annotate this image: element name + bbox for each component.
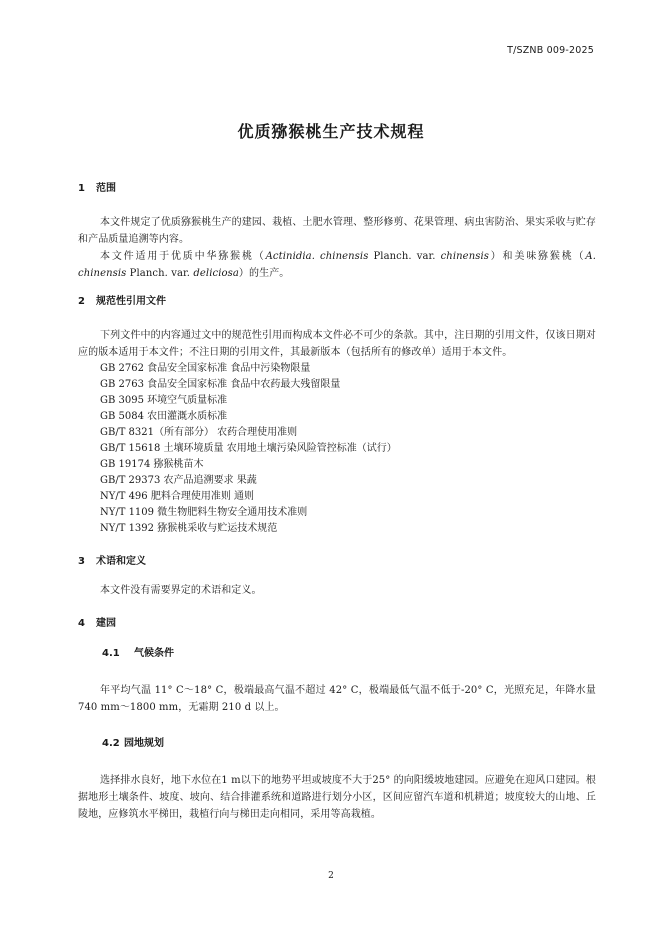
section-heading-orchard-establishment (78, 614, 596, 634)
subsection-heading-climate (78, 644, 596, 664)
section-title: 建园 (96, 618, 116, 629)
reference-item: NY/T 1109 微生物肥料生物安全通用技术准则 (100, 507, 308, 518)
section-title: 术语和定义 (96, 556, 146, 567)
references-intro-paragraph: 下列文件中的内容通过文中的规范性引用而构成本文件必不可少的条款。其中，注日期的引用文件，仅该日期对应的版本适用于本文件；不注日期的引用文件，其最新版本（包括所有的修改单）适用于本文件。 (78, 330, 596, 358)
latin-name: deliciosa (193, 268, 239, 279)
reference-item: GB 5084 农田灌溉水质标准 (100, 411, 228, 422)
reference-item: GB 3095 环境空气质量标准 (100, 395, 228, 406)
text-run: 本文件适用于优质中华猕猴桃（ (100, 251, 266, 262)
reference-item: GB 19174 猕猴桃苗木 (100, 459, 204, 470)
subsection-number: 4.1 (102, 648, 120, 659)
section-number: 3 (78, 556, 85, 567)
latin-name: A. chinensis (78, 251, 596, 279)
section-title: 规范性引用文件 (96, 296, 166, 307)
reference-item: GB/T 8321（所有部分） 农药合理使用准则 (100, 427, 298, 438)
reference-item: GB/T 29373 农产品追溯要求 果蔬 (100, 475, 257, 486)
subsection-heading-site-planning (78, 734, 596, 754)
subsection-number: 4.2 (102, 738, 120, 749)
section-heading-normative-references (78, 292, 596, 312)
section-title: 范围 (96, 183, 116, 194)
reference-item: NY/T 496 肥料合理使用准则 通则 (100, 491, 255, 502)
latin-name: chinensis (440, 251, 489, 262)
text-run: ）的生产。 (238, 268, 290, 279)
reference-item: GB 2763 食品安全国家标准 食品中农药最大残留限量 (100, 379, 341, 390)
reference-list (78, 361, 596, 537)
reference-item: NY/T 1392 猕猴桃采收与贮运技术规范 (100, 523, 278, 534)
subsection-title: 气候条件 (134, 648, 174, 659)
text-run: Planch. var. (368, 251, 441, 262)
document-body (78, 179, 596, 823)
climate-paragraph: 年平均气温 11° C～18° C，极端最高气温不超过 42° C，极端最低气温不低于-20° C，光照充足，年降水量 740 mm～1800 mm，无霜期 210 d 以上。 (78, 685, 596, 713)
scope-paragraph-1: 本文件规定了优质猕猴桃生产的建园、栽植、土肥水管理、整形修剪、花果管理、病虫害防治、果实采收与贮存和产品质量追溯等内容。 (78, 217, 596, 245)
reference-item: GB/T 15618 土壤环境质量 农用地土壤污染风险管控标准（试行） (100, 443, 397, 454)
text-run: Planch. var. (126, 268, 194, 279)
latin-name: Actinidia. chinensis (265, 251, 369, 262)
page-number: 2 (328, 871, 334, 881)
section-number: 2 (78, 296, 85, 307)
section-number: 4 (78, 618, 85, 629)
document-title: 优质猕猴桃生产技术规程 (237, 122, 425, 141)
site-planning-paragraph: 选择排水良好，地下水位在1 m以下的地势平坦或坡度不大于25° 的向阳缓坡地建园。应避免在迎风口建园。根据地形土壤条件、坡度、坡向、结合排灌系统和道路进行划分小区，区间应留汽车道和机耕道；坡度较大的山地、丘陵地，应修筑水平梯田，栽植行向与梯田走向相同，采用等高栽植。 (78, 775, 596, 820)
subsection-title: 园地规划 (124, 738, 164, 749)
standard-code: T/SZNB 009-2025 (507, 45, 594, 56)
reference-item: GB 2762 食品安全国家标准 食品中污染物限量 (100, 363, 311, 374)
section-number: 1 (78, 183, 85, 194)
section-heading-scope (78, 179, 596, 199)
scope-paragraph-2 (78, 248, 596, 282)
text-run: ）和美味猕猴桃（ (489, 251, 586, 262)
terms-paragraph: 本文件没有需要界定的术语和定义。 (100, 585, 262, 596)
section-heading-terms (78, 552, 596, 572)
